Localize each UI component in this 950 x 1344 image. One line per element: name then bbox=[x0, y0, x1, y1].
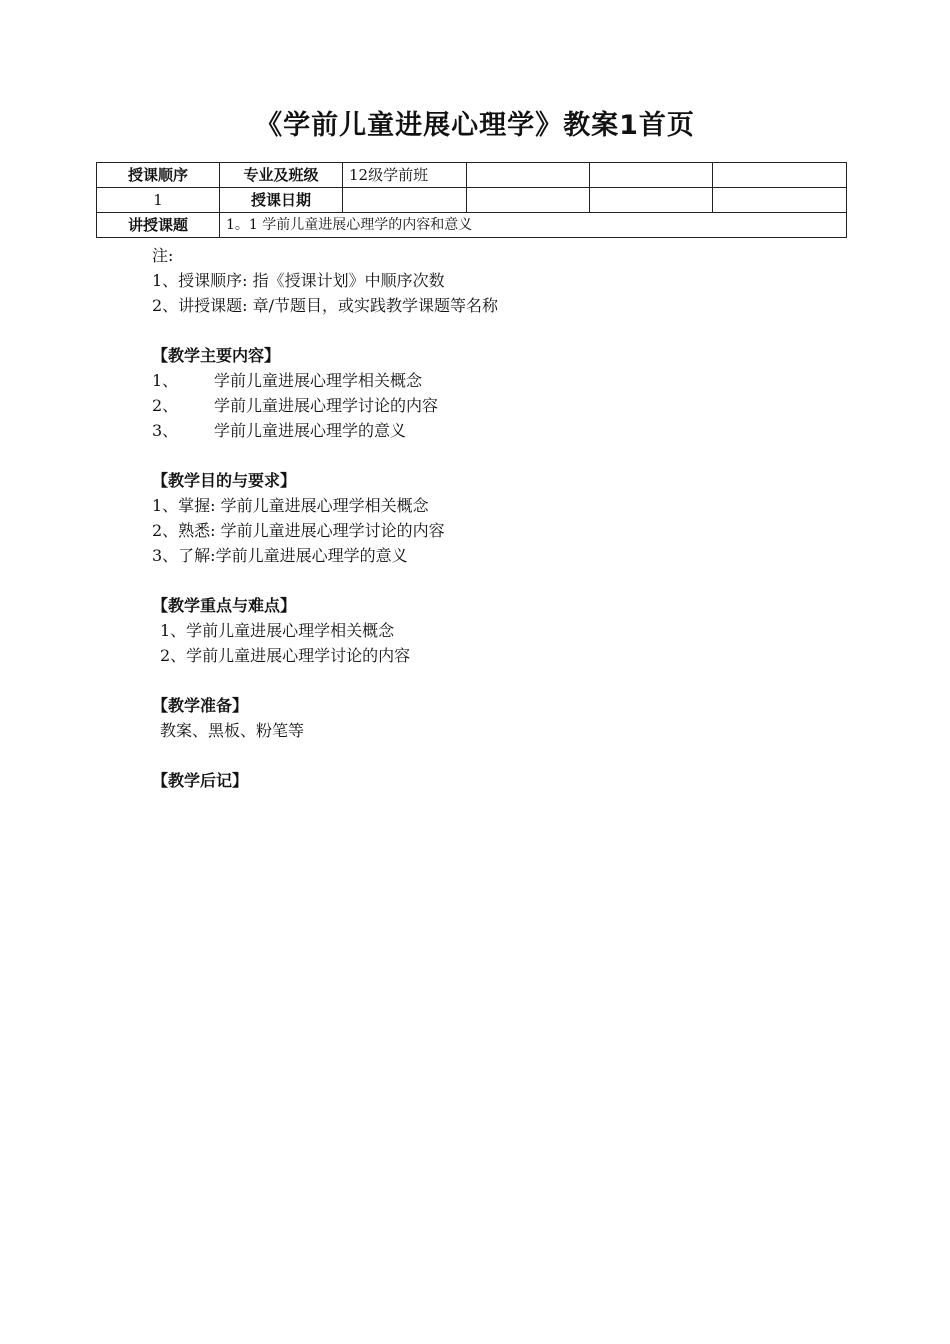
table-cell: 12级学前班 bbox=[343, 163, 467, 188]
list-item bbox=[152, 368, 498, 393]
list-item: 2、熟悉: 学前儿童进展心理学讨论的内容 bbox=[152, 521, 445, 540]
table-cell bbox=[590, 163, 713, 188]
list-item: 3、了解:学前儿童进展心理学的意义 bbox=[152, 546, 408, 565]
list-item: 1、学前儿童进展心理学相关概念 bbox=[160, 621, 395, 640]
list-item bbox=[152, 393, 498, 418]
list-item: 2、学前儿童进展心理学讨论的内容 bbox=[160, 646, 411, 665]
list-item: 1、授课顺序: 指《授课计划》中顺序次数 bbox=[152, 271, 445, 290]
table-cell: 1。1 学前儿童进展心理学的内容和意义 bbox=[220, 213, 847, 238]
table-cell bbox=[590, 188, 713, 213]
table-cell bbox=[713, 163, 847, 188]
list-text: 学前儿童进展心理学讨论的内容 bbox=[214, 396, 439, 415]
section-heading: 【教学重点与难点】 bbox=[152, 596, 297, 615]
section-heading: 【教学准备】 bbox=[152, 696, 249, 715]
table-cell: 授课顺序 bbox=[97, 163, 220, 188]
table-row bbox=[97, 188, 847, 213]
list-item: 教案、黑板、粉笔等 bbox=[160, 721, 305, 740]
list-item: 1、掌握: 学前儿童进展心理学相关概念 bbox=[152, 496, 429, 515]
table-cell: 专业及班级 bbox=[220, 163, 343, 188]
section-heading: 【教学目的与要求】 bbox=[152, 471, 297, 490]
table-row bbox=[97, 213, 847, 238]
list-number: 2、 bbox=[152, 396, 179, 415]
list-item: 2、讲授课题: 章/节题目，或实践教学课题等名称 bbox=[152, 296, 499, 315]
list-text: 学前儿童进展心理学的意义 bbox=[214, 421, 407, 440]
table-row bbox=[97, 163, 847, 188]
table-cell: 授课日期 bbox=[220, 188, 343, 213]
table-cell bbox=[467, 188, 590, 213]
list-number: 1、 bbox=[152, 371, 179, 390]
course-info-table bbox=[96, 162, 847, 238]
list-item bbox=[152, 418, 498, 443]
list-text: 学前儿童进展心理学相关概念 bbox=[214, 371, 423, 390]
list-number: 3、 bbox=[152, 421, 179, 440]
table-cell: 1 bbox=[97, 188, 220, 213]
table-cell bbox=[713, 188, 847, 213]
table-cell bbox=[467, 163, 590, 188]
section-heading: 【教学后记】 bbox=[152, 771, 249, 790]
page-title: 《学前儿童进展心理学》教案1首页 bbox=[255, 110, 695, 141]
section-heading: 【教学主要内容】 bbox=[152, 346, 281, 365]
document-body bbox=[152, 243, 498, 793]
table-cell bbox=[343, 188, 467, 213]
notes-label: 注: bbox=[152, 246, 174, 265]
table-cell: 讲授课题 bbox=[97, 213, 220, 238]
